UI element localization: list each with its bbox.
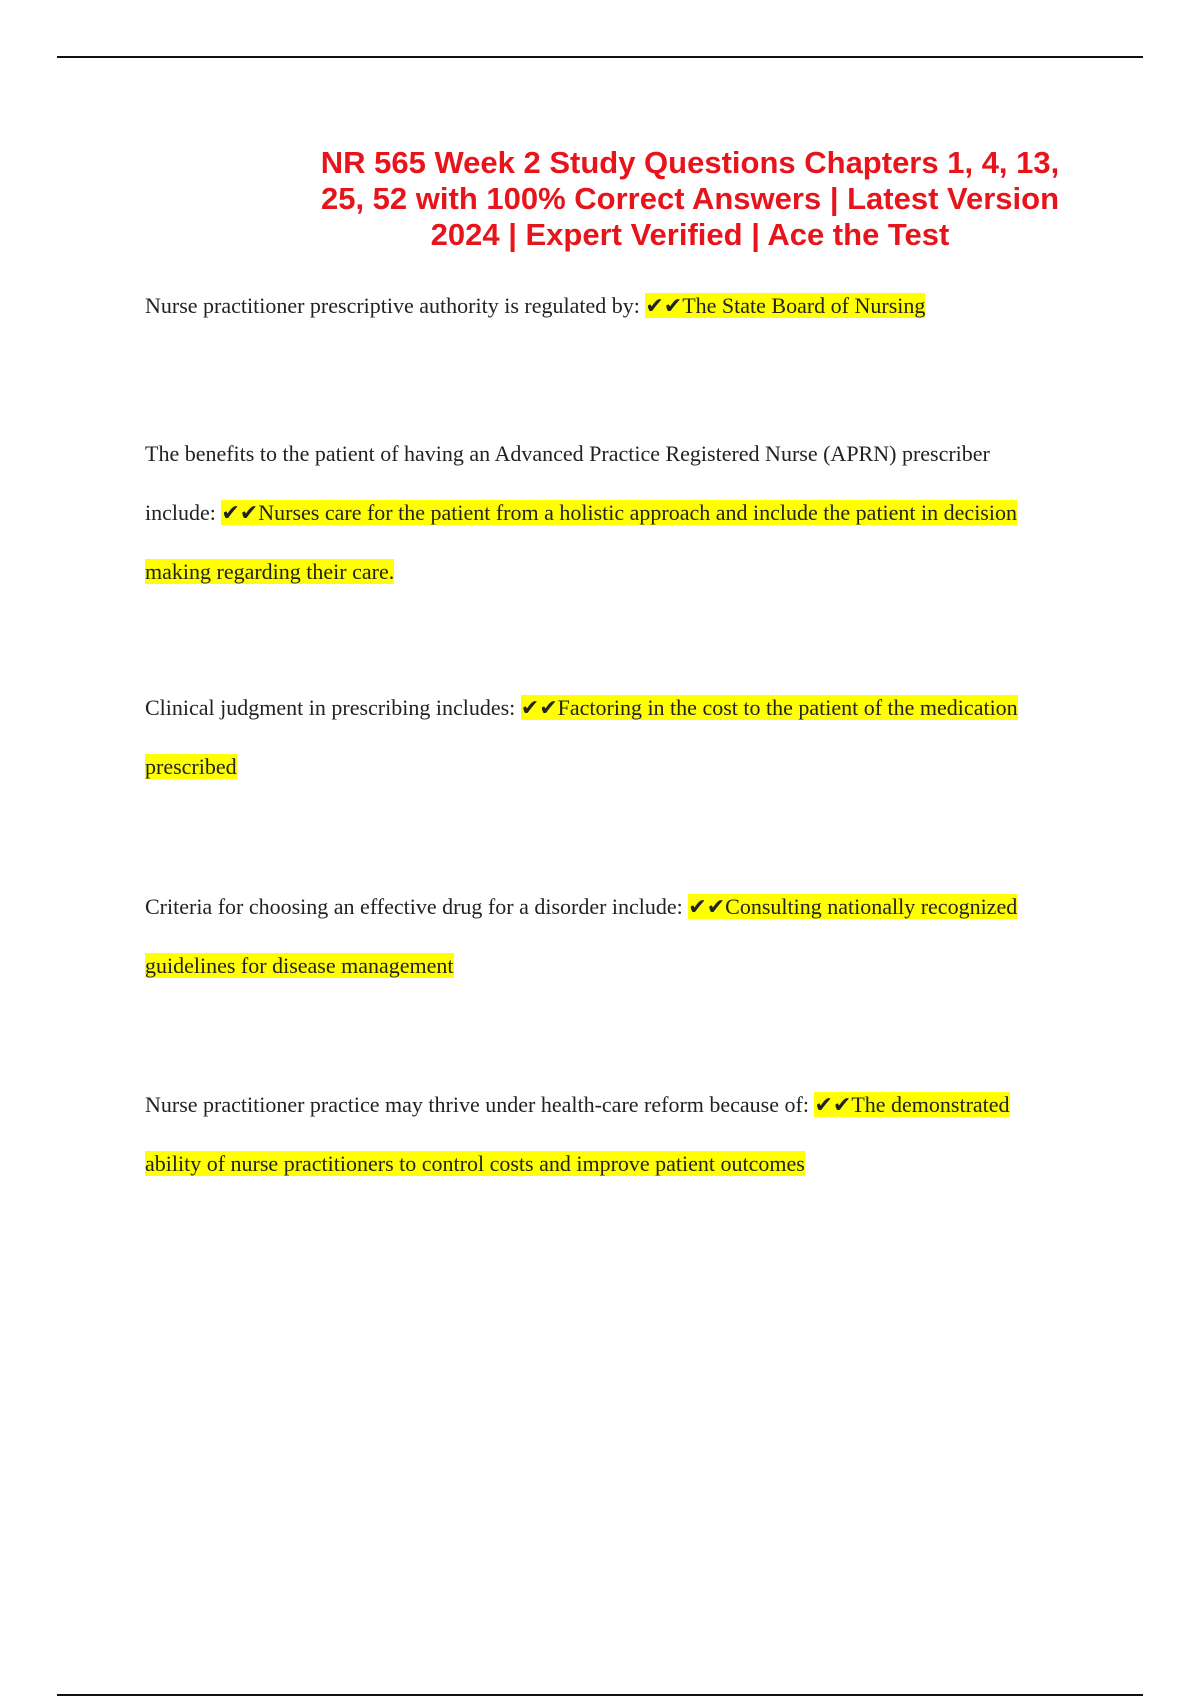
question-text: The benefits to the patient of having an Advanced Practice Registered Nurse (APRN) prescriber include:: [145, 441, 990, 525]
answer-text: ✔✔Nurses care for the patient from a holistic approach and include the patient in decision making regarding their care.: [145, 500, 1017, 584]
qa-item-3: [145, 678, 1045, 796]
question-text: Clinical judgment in prescribing includes:: [145, 695, 516, 720]
top-rule: [57, 56, 1143, 58]
bottom-rule: [57, 1694, 1143, 1696]
question-text: Nurse practitioner prescriptive authority is regulated by:: [145, 293, 640, 318]
question-text: Nurse practitioner practice may thrive under health-care reform because of:: [145, 1092, 809, 1117]
qa-item-4: [145, 877, 1045, 995]
question-text: Criteria for choosing an effective drug for a disorder include:: [145, 894, 683, 919]
answer-text: ✔✔The State Board of Nursing: [645, 293, 926, 318]
answer-text: ✔✔Consulting nationally recognized guidelines for disease management: [145, 894, 1018, 978]
answer-text: ✔✔Factoring in the cost to the patient of the medication prescribed: [145, 695, 1018, 779]
qa-item-1: [145, 276, 1045, 335]
qa-item-2: [145, 424, 1045, 601]
qa-item-5: [145, 1075, 1045, 1193]
document-title: NR 565 Week 2 Study Questions Chapters 1, 4, 13, 25, 52 with 100% Correct Answers | Latest Version 2024 | Expert Verified | Ace the Test: [320, 145, 1060, 252]
answer-text: ✔✔The demonstrated ability of nurse practitioners to control costs and improve patient outcomes: [145, 1092, 1010, 1176]
